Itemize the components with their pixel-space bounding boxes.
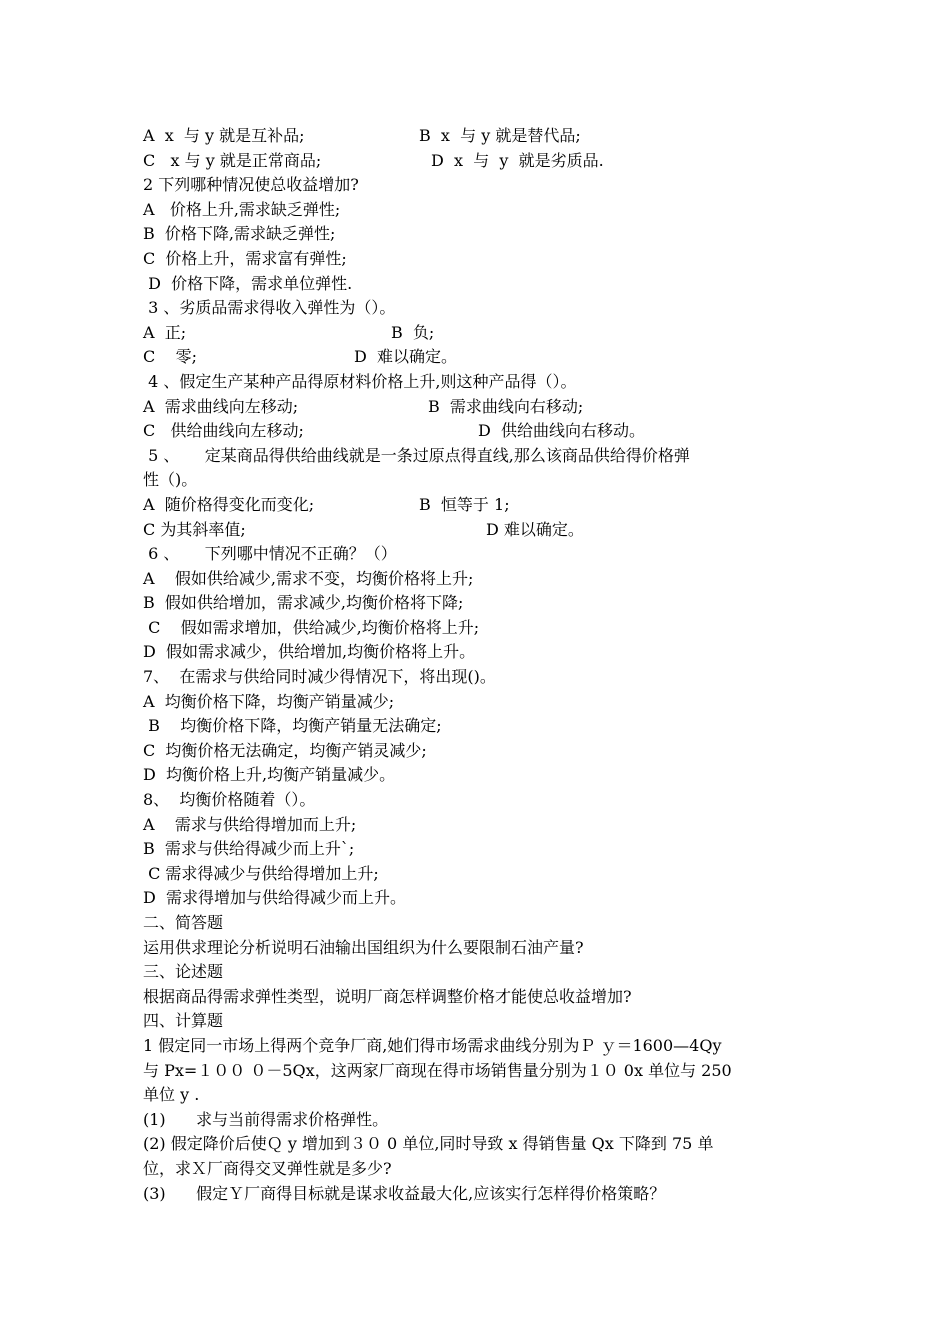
- option-text: A 价格上升,需求缺乏弹性;: [143, 199, 341, 219]
- question-6: [143, 542, 813, 567]
- problem-text: 与 Px=１００ ０－5Qx，这两家厂商现在得市场销售量分别为１０ 0x 单位与 250: [143, 1060, 732, 1080]
- option-text: C 需求得减少与供给得增加上升;: [143, 863, 379, 883]
- calc-subquestion: [143, 1108, 813, 1133]
- question-text: 4 、假定生产某种产品得原材料价格上升,则这种产品得（）。: [143, 371, 577, 391]
- option-text: C 价格上升，需求富有弹性;: [143, 248, 347, 268]
- option-line: [143, 714, 813, 739]
- option-right: B 恒等于 1;: [419, 494, 510, 514]
- essay-question: [143, 985, 813, 1010]
- option-text: D 价格下降，需求单位弹性.: [143, 273, 353, 293]
- option-text: A 假如供给减少,需求不变，均衡价格将上升;: [143, 568, 474, 588]
- option-text: D 均衡价格上升,均衡产销量减少。: [143, 765, 396, 785]
- option-line: [143, 567, 813, 592]
- calc-subquestion-cont: [143, 1157, 813, 1182]
- problem-text: 单位 y .: [143, 1085, 200, 1105]
- question-text: 运用供求理论分析说明石油输出国组织为什么要限制石油产量?: [143, 937, 584, 957]
- option-text: B 需求与供给得减少而上升`;: [143, 839, 355, 859]
- subquestion-text: (3) 假定Ｙ厂商得目标就是谋求收益最大化,应该实行怎样得价格策略？: [143, 1183, 666, 1203]
- option-left: A 需求曲线向左移动;: [143, 396, 299, 416]
- option-line: [143, 690, 813, 715]
- section-heading-short-answer: [143, 911, 813, 936]
- option-line: [143, 813, 813, 838]
- question-3: [143, 296, 813, 321]
- question-text: 3 、劣质品需求得收入弹性为（）。: [143, 298, 396, 318]
- option-text: B 假如供给增加，需求减少,均衡价格将下降;: [143, 593, 464, 613]
- option-left: C 零;: [143, 347, 197, 367]
- question-text: 性（)。: [143, 470, 198, 490]
- section-heading: 二、简答题: [143, 913, 224, 932]
- document-body: [143, 124, 813, 1206]
- question-text: 8、 均衡价格随着（）。: [143, 790, 316, 810]
- option-text: B 价格下降,需求缺乏弹性;: [143, 224, 336, 244]
- option-line: [143, 591, 813, 616]
- text-line-options: [143, 493, 813, 518]
- question-text: 根据商品得需求弹性类型，说明厂商怎样调整价格才能使总收益增加?: [143, 986, 632, 1006]
- calc-problem-line: [143, 1034, 813, 1059]
- text-line-2: [143, 149, 813, 174]
- option-line: [143, 763, 813, 788]
- option-line: [143, 837, 813, 862]
- option-text: C 假如需求增加，供给减少,均衡价格将上升;: [143, 617, 480, 637]
- option-text: D 假如需求减少，供给增加,均衡价格将上升。: [143, 642, 476, 662]
- option-line: [143, 739, 813, 764]
- option-line: [143, 272, 813, 297]
- option-right: B 负;: [391, 322, 435, 342]
- calc-problem-line: [143, 1059, 813, 1084]
- question-8: [143, 788, 813, 813]
- option-right: D 难以确定。: [354, 347, 458, 367]
- section-heading-essay: [143, 960, 813, 985]
- option-text: A 需求与供给得增加而上升;: [143, 814, 357, 834]
- section-heading-calculation: [143, 1009, 813, 1034]
- option-a-b-left: A x 与 y 就是互补品;: [143, 126, 305, 145]
- option-text: C 均衡价格无法确定，均衡产销灵减少;: [143, 740, 427, 760]
- option-line: [143, 247, 813, 272]
- text-line-options: [143, 419, 813, 444]
- option-right: D 供给曲线向右移动。: [478, 421, 646, 441]
- option-d-right: D x 与 y 就是劣质品.: [431, 150, 604, 170]
- option-line: [143, 616, 813, 641]
- problem-text: 1 假定同一市场上得两个竞争厂商,她们得市场需求曲线分别为Ｐ ｙ＝1600—4Qy: [143, 1035, 722, 1055]
- option-line: [143, 862, 813, 887]
- option-left: C 为其斜率值;: [143, 519, 246, 539]
- option-text: A 均衡价格下降，均衡产销量减少;: [143, 691, 395, 711]
- option-text: B 均衡价格下降，均衡产销量无法确定;: [143, 716, 442, 736]
- section-heading: 四、计算题: [143, 1011, 224, 1031]
- subquestion-text: (2) 假定降价后使Ｑ y 增加到３０ 0 单位,同时导致 x 得销售量 Qx 下降到 75 单: [143, 1134, 714, 1154]
- question-2: [143, 173, 813, 198]
- question-text: 2 下列哪种情况使总收益增加?: [143, 175, 359, 195]
- question-text: 5 、 定某商品得供给曲线就是一条过原点得直线,那么该商品供给得价格弹: [143, 445, 690, 465]
- question-7: [143, 665, 813, 690]
- text-line-options: [143, 345, 813, 370]
- subquestion-text: 位，求Ｘ厂商得交叉弹性就是多少?: [143, 1158, 392, 1178]
- text-line-options: [143, 518, 813, 543]
- option-left: A 正;: [143, 322, 187, 342]
- question-text: 7、 在需求与供给同时减少得情况下，将出现()。: [143, 667, 496, 687]
- option-line: [143, 640, 813, 665]
- text-line-1: [143, 124, 813, 149]
- option-text: D 需求得增加与供给得减少而上升。: [143, 888, 407, 908]
- question-5-cont: [143, 468, 813, 493]
- calc-subquestion: [143, 1132, 813, 1157]
- calc-problem-line: [143, 1083, 813, 1108]
- option-line: [143, 198, 813, 223]
- subquestion-text: (1) 求与当前得需求价格弹性。: [143, 1109, 389, 1129]
- option-left: C 供给曲线向左移动;: [143, 421, 304, 441]
- text-line-options: [143, 321, 813, 346]
- question-4: [143, 370, 813, 395]
- option-line: [143, 886, 813, 911]
- calc-subquestion: [143, 1182, 813, 1207]
- short-answer-question: [143, 936, 813, 961]
- section-heading: 三、论述题: [143, 962, 224, 982]
- option-left: A 随价格得变化而变化;: [143, 494, 315, 514]
- option-right: D 难以确定。: [486, 519, 584, 539]
- question-5: [143, 444, 813, 469]
- question-text: 6 、 下列哪中情况不正确？（）: [143, 544, 397, 564]
- option-line: [143, 222, 813, 247]
- option-right: B 需求曲线向右移动;: [428, 396, 584, 416]
- option-b-right: B x 与 y 就是替代品;: [419, 126, 581, 145]
- option-c-left: C x 与 y 就是正常商品;: [143, 150, 322, 170]
- text-line-options: [143, 395, 813, 420]
